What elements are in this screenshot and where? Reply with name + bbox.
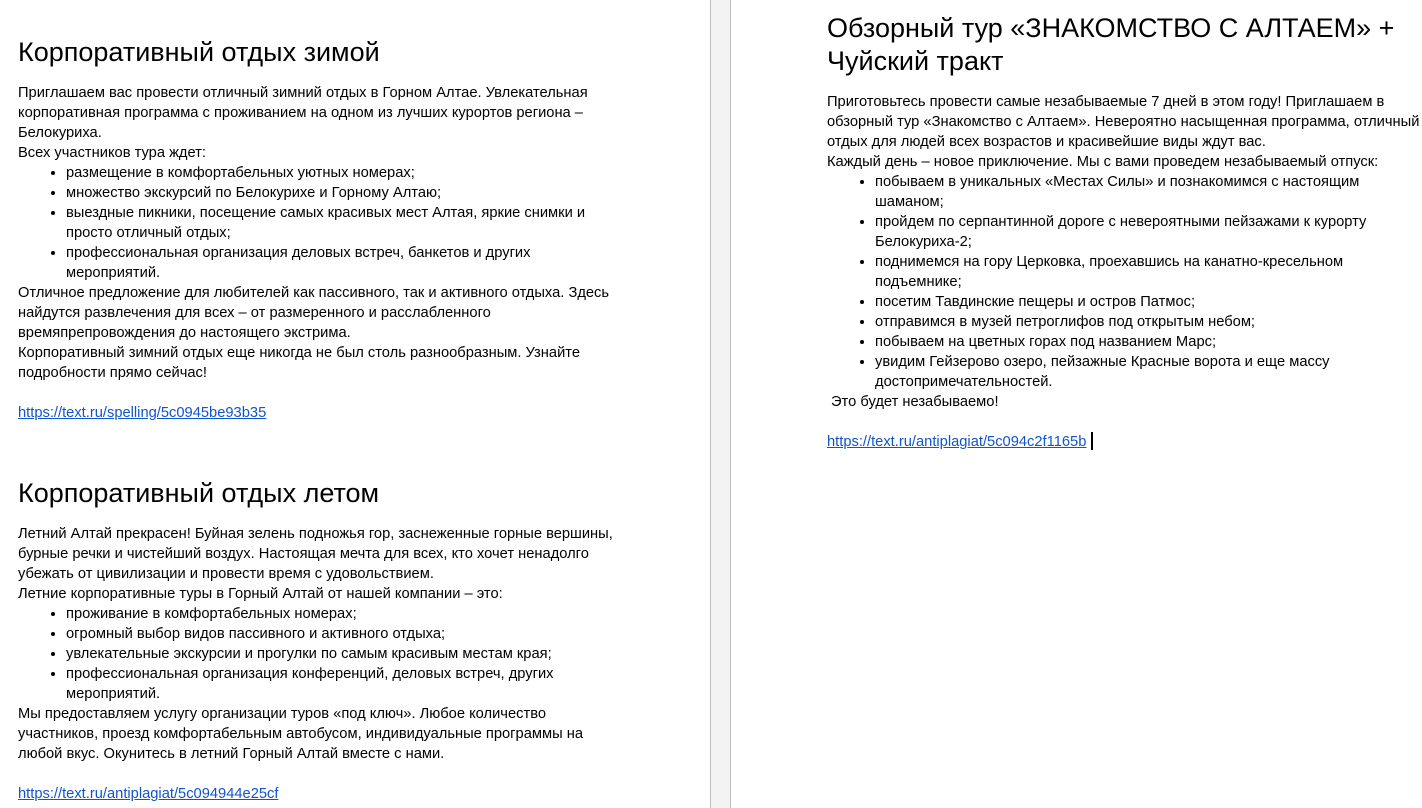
bullet-item: • посетим Тавдинские пещеры и остров Патмос; <box>875 292 1422 312</box>
bullet-item: • профессиональная организация деловых встреч, банкетов и других мероприятий. <box>66 243 620 283</box>
bullet-item: • отправимся в музей петроглифов под открытым небом; <box>875 312 1422 332</box>
antiplagiat-report-link-tour[interactable]: https://text.ru/antiplagiat/5c094c2f1165b <box>827 434 1087 450</box>
bullet-item: • побываем на цветных горах под названием Марс; <box>875 332 1422 352</box>
bullet-item: • побываем в уникальных «Местах Силы» и познакомимся с настоящим шаманом; <box>875 172 1422 212</box>
paragraph-tour-outro: Это будет незабываемо! <box>831 394 999 410</box>
bullet-item: • размещение в комфортабельных уютных номерах; <box>66 163 620 183</box>
paragraph-tour-intro: Приготовьтесь провести самые незабываемые 7 дней в этом году! Приглашаем в обзорный тур «Знакомство с Алтаем». Невероятно насыщенная программа, отличный отдых для людей всех возрастов и красивейшие виды ждут вас. <box>827 94 1420 150</box>
bullet-list-winter <box>18 163 620 283</box>
section-corporate-winter <box>18 36 620 423</box>
bullet-list-tour <box>827 172 1422 392</box>
bullet-item: • увидим Гейзерово озеро, пейзажные Красные ворота и еще массу достопримечательностей. <box>875 352 1422 392</box>
bullet-item: • выездные пикники, посещение самых красивых мест Алтая, яркие снимки и просто отличный отдых; <box>66 203 620 243</box>
bullet-item: • поднимемся на гору Церковка, проехавшись на канатно-кресельном подъемнике; <box>875 252 1422 292</box>
paragraph-summer-intro: Летний Алтай прекрасен! Буйная зелень подножья гор, заснеженные горные вершины, бурные речки и чистейший воздух. Настоящая мечта для всех, кто хочет ненадолго убежать от цивилизации и провести время с удовольствием. <box>18 526 613 582</box>
bullet-item: • профессиональная организация конференций, деловых встреч, других мероприятий. <box>66 664 620 704</box>
section-corporate-summer <box>18 477 620 804</box>
text-caret <box>1091 432 1093 450</box>
section-altai-tour <box>827 12 1422 452</box>
bullet-item: • пройдем по серпантинной дороге с невероятными пейзажами к курорту Белокуриха-2; <box>875 212 1422 252</box>
spelling-report-link[interactable]: https://text.ru/spelling/5c0945be93b35 <box>18 405 267 421</box>
paragraph-tour-lead-in: Каждый день – новое приключение. Мы с вами проведем незабываемый отпуск: <box>827 154 1379 170</box>
bullet-item: • огромный выбор видов пассивного и активного отдыха; <box>66 624 620 644</box>
bullet-list-summer <box>18 604 620 704</box>
bullet-item: • проживание в комфортабельных номерах; <box>66 604 620 624</box>
document-page-2 <box>730 0 1422 808</box>
paragraph-summer-outro: Мы предоставляем услугу организации туров «под ключ». Любое количество участников, проезд комфортабельным автобусом, индивидуальные программы на любой вкус. Окунитесь в летний Горный Алтай вместе с нами. <box>18 706 583 762</box>
paragraph-winter-cta: Корпоративный зимний отдых еще никогда не был столь разнообразным. Узнайте подробности прямо сейчас! <box>18 345 581 381</box>
antiplagiat-report-link-summer[interactable]: https://text.ru/antiplagiat/5c094944e25cf <box>18 786 279 802</box>
heading-altai-tour: Обзорный тур «ЗНАКОМСТВО С АЛТАЕМ» + Чуйский тракт <box>827 13 1395 76</box>
paragraph-winter-intro: Приглашаем вас провести отличный зимний отдых в Горном Алтае. Увлекательная корпоративная программа с проживанием на одном из лучших курортов региона – Белокуриха. <box>18 85 588 141</box>
link-line <box>18 403 620 423</box>
page-gap-divider <box>711 0 730 808</box>
paragraph-summer-lead-in: Летние корпоративные туры в Горный Алтай от нашей компании – это: <box>18 586 503 602</box>
paragraph-winter-lead-in: Всех участников тура ждет: <box>18 145 206 161</box>
heading-corporate-winter: Корпоративный отдых зимой <box>18 37 380 67</box>
link-line <box>18 784 620 804</box>
link-line <box>827 432 1422 452</box>
bullet-item: • множество экскурсий по Белокурихе и Горному Алтаю; <box>66 183 620 203</box>
heading-corporate-summer: Корпоративный отдых летом <box>18 478 380 508</box>
bullet-item: • увлекательные экскурсии и прогулки по самым красивым местам края; <box>66 644 620 664</box>
paragraph-winter-outro: Отличное предложение для любителей как пассивного, так и активного отдыха. Здесь найдутся развлечения для всех – от размеренного и расслабленного времяпрепровождения до настоящего экстрима. <box>18 285 610 341</box>
